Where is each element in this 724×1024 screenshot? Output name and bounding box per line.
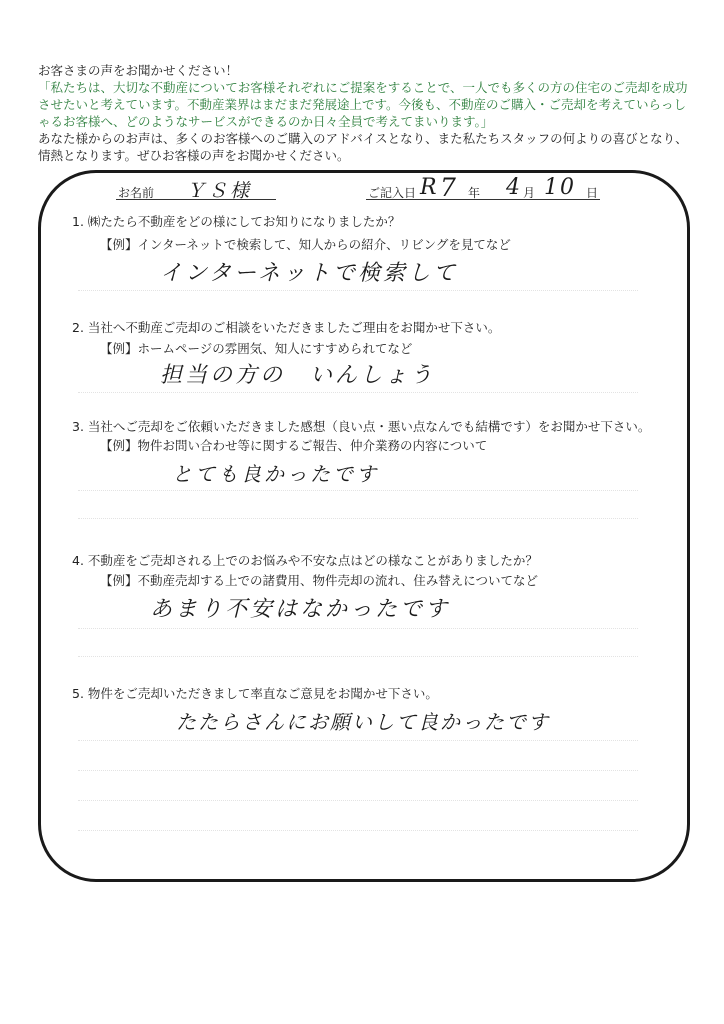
name-value: ＹＳ様: [186, 180, 253, 202]
answer-line: [78, 830, 638, 831]
example-3: 【例】物件お問い合わせ等に関するご報告、仲介業務の内容について: [100, 438, 488, 453]
date-month: 4: [506, 175, 520, 200]
answer-line: [78, 490, 638, 491]
answer-5: たたらさんにお願いして良かったです: [176, 710, 550, 734]
date-year: 7: [440, 173, 456, 202]
intro-text: [38, 62, 688, 164]
answer-4: あまり不安はなかったです: [150, 597, 451, 622]
question-3: 3. 当社へご売却をご依頼いただきました感想（良い点・悪い点なんでも結構です）をお聞かせ下さい。: [72, 419, 651, 434]
intro-closing: あなた様からのお声は、多くのお客様へのご購入のアドバイスとなり、また私たちスタッフの何よりの喜びとなり、情熱となります。ぜひお客様の声をお聞かせください。: [38, 131, 688, 163]
answer-line: [78, 740, 638, 741]
name-label: お名前: [118, 186, 155, 200]
date-day-unit: 日: [586, 186, 599, 200]
answer-line: [78, 656, 638, 657]
answer-line: [78, 392, 638, 393]
answer-line: [78, 800, 638, 801]
intro-message: 「私たちは、大切な不動産についてお客様それぞれにご提案をすることで、一人でも多くの方の住宅のご売却を成功させたいと考えています。不動産業界はまだまだ発展途上です。今後も、不動産のご購入・ご売却を考えていらっしゃるお客様へ、どのようなサービスができるのか日々全員で考えてまいります。」: [38, 80, 688, 129]
name-underline: [116, 199, 276, 200]
example-2: 【例】ホームページの雰囲気、知人にすすめられてなど: [100, 341, 413, 356]
date-era: R: [420, 175, 437, 200]
answer-line: [78, 770, 638, 771]
answer-3: とても良かったです: [172, 462, 379, 486]
intro-heading: お客さまの声をお聞かせください！: [38, 63, 239, 78]
answer-2: 担当の方の いんしょう: [160, 363, 436, 388]
question-2: 2. 当社へ不動産ご売却のご相談をいただきましたご理由をお聞かせ下さい。: [72, 320, 501, 335]
answer-line: [78, 628, 638, 629]
date-label: ご記入日: [368, 186, 417, 200]
date-month-unit: 月: [523, 186, 536, 200]
question-1: 1. ㈱たたら不動産をどの様にしてお知りになりましたか？: [72, 214, 401, 229]
date-year-unit: 年: [468, 186, 481, 200]
answer-line: [78, 290, 638, 291]
answer-1: インターネットで検索して: [160, 261, 459, 286]
example-1: 【例】インターネットで検索して、知人からの紹介、リビングを見てなど: [100, 237, 511, 252]
answer-line: [78, 518, 638, 519]
date-underline: [366, 199, 600, 200]
date-day: 10: [544, 175, 576, 200]
example-4: 【例】不動産売却する上での諸費用、物件売却の流れ、住み替えについてなど: [100, 573, 539, 588]
question-4: 4. 不動産をご売却される上でのお悩みや不安な点はどの様なことがありましたか？: [72, 553, 538, 568]
question-5: 5. 物件をご売却いただきまして率直なご意見をお聞かせ下さい。: [72, 686, 438, 701]
